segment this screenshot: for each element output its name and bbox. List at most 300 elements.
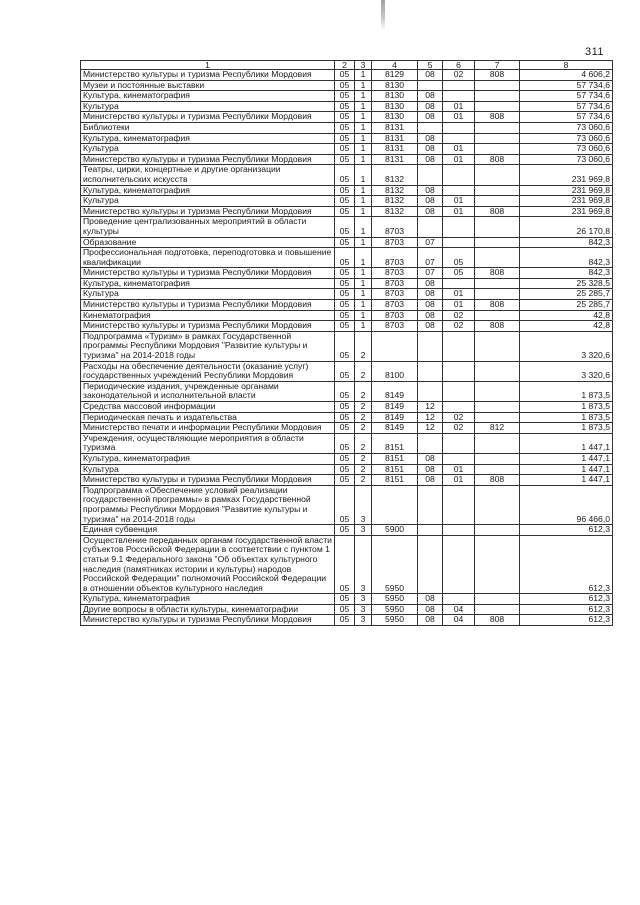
- table-row: [81, 464, 613, 475]
- header-col-1: 1: [81, 61, 335, 70]
- row-col-2: 05: [335, 433, 355, 453]
- row-col-7: [475, 196, 520, 207]
- row-name: Министерство культуры и туризма Республики Мордовия: [81, 475, 335, 486]
- row-col-7: [475, 91, 520, 102]
- row-col-4: 5900: [372, 525, 418, 536]
- row-col-3: 1: [355, 310, 372, 321]
- page-number: 311: [584, 46, 604, 58]
- row-col-2: 05: [335, 381, 355, 401]
- row-col-4: 5950: [372, 615, 418, 626]
- row-amount: 1 873,5: [520, 423, 613, 434]
- row-col-3: 1: [355, 217, 372, 237]
- row-col-3: 1: [355, 206, 372, 217]
- row-col-6: 04: [443, 604, 475, 615]
- row-col-7: [475, 433, 520, 453]
- row-col-2: 05: [335, 144, 355, 155]
- table-row: [81, 165, 613, 185]
- row-col-7: [475, 165, 520, 185]
- row-col-4: 8132: [372, 185, 418, 196]
- row-col-2: 05: [335, 604, 355, 615]
- header-col-8: 8: [520, 61, 613, 70]
- row-col-5: [418, 485, 443, 524]
- row-col-4: 8131: [372, 154, 418, 165]
- row-col-5: 08: [418, 101, 443, 112]
- row-col-3: 2: [355, 412, 372, 423]
- table-row: [81, 331, 613, 361]
- row-col-6: 02: [443, 423, 475, 434]
- row-col-3: 2: [355, 381, 372, 401]
- row-col-2: 05: [335, 248, 355, 268]
- row-col-7: 812: [475, 423, 520, 434]
- row-name: Министерство культуры и туризма Республики Мордовия: [81, 268, 335, 279]
- header-col-4: 4: [372, 61, 418, 70]
- row-amount: 1 873,5: [520, 412, 613, 423]
- row-amount: 73 060,6: [520, 144, 613, 155]
- row-col-6: 01: [443, 101, 475, 112]
- row-col-2: 05: [335, 112, 355, 123]
- row-col-3: 3: [355, 615, 372, 626]
- row-col-7: [475, 80, 520, 91]
- row-amount: 96 466,0: [520, 485, 613, 524]
- row-name: Министерство культуры и туризма Республики Мордовия: [81, 300, 335, 311]
- table-row: [81, 91, 613, 102]
- row-amount: 842,3: [520, 237, 613, 248]
- row-amount: 1 447,1: [520, 464, 613, 475]
- row-amount: 1 447,1: [520, 475, 613, 486]
- row-col-6: 01: [443, 206, 475, 217]
- row-col-5: 08: [418, 112, 443, 123]
- row-col-2: 05: [335, 525, 355, 536]
- table-row: [81, 112, 613, 123]
- row-col-3: 2: [355, 475, 372, 486]
- row-col-2: 05: [335, 485, 355, 524]
- row-col-2: 05: [335, 361, 355, 381]
- row-amount: 73 060,6: [520, 122, 613, 133]
- row-col-5: 08: [418, 91, 443, 102]
- row-col-5: 08: [418, 144, 443, 155]
- table-row: [81, 604, 613, 615]
- row-col-4: 8703: [372, 289, 418, 300]
- row-col-2: 05: [335, 331, 355, 361]
- row-col-6: [443, 185, 475, 196]
- row-col-5: [418, 217, 443, 237]
- row-col-6: [443, 217, 475, 237]
- row-name: Учреждения, осуществляющие мероприятия в области туризма: [81, 433, 335, 453]
- row-amount: 4 606,2: [520, 70, 613, 81]
- row-name: Библиотеки: [81, 122, 335, 133]
- row-col-7: 808: [475, 300, 520, 311]
- row-col-3: 1: [355, 237, 372, 248]
- row-col-4: 8703: [372, 300, 418, 311]
- row-col-7: [475, 133, 520, 144]
- row-col-6: [443, 433, 475, 453]
- row-col-3: 3: [355, 535, 372, 594]
- row-col-3: 2: [355, 464, 372, 475]
- row-col-3: 1: [355, 80, 372, 91]
- row-amount: 612,3: [520, 594, 613, 605]
- row-col-4: 8151: [372, 475, 418, 486]
- row-col-4: 5950: [372, 604, 418, 615]
- row-col-4: 8703: [372, 321, 418, 332]
- row-col-5: 08: [418, 310, 443, 321]
- row-amount: 612,3: [520, 525, 613, 536]
- row-col-4: 8132: [372, 196, 418, 207]
- row-col-5: 08: [418, 300, 443, 311]
- row-col-6: 02: [443, 70, 475, 81]
- row-col-2: 05: [335, 412, 355, 423]
- row-name: Министерство культуры и туризма Республики Мордовия: [81, 70, 335, 81]
- row-amount: 842,3: [520, 248, 613, 268]
- row-col-2: 05: [335, 91, 355, 102]
- table-row: [81, 133, 613, 144]
- row-col-3: 1: [355, 133, 372, 144]
- row-amount: 42,8: [520, 310, 613, 321]
- table-row: [81, 217, 613, 237]
- row-col-5: 08: [418, 278, 443, 289]
- row-name: Культура, кинематография: [81, 453, 335, 464]
- row-col-7: [475, 535, 520, 594]
- table-row: [81, 310, 613, 321]
- row-amount: 73 060,6: [520, 154, 613, 165]
- row-col-5: 08: [418, 133, 443, 144]
- row-col-7: [475, 412, 520, 423]
- table-row: [81, 144, 613, 155]
- row-name: Кинематография: [81, 310, 335, 321]
- row-col-7: 808: [475, 112, 520, 123]
- row-col-4: 5950: [372, 594, 418, 605]
- row-amount: 57 734,6: [520, 80, 613, 91]
- row-amount: 1 873,5: [520, 381, 613, 401]
- row-col-3: 1: [355, 300, 372, 311]
- row-col-3: 1: [355, 101, 372, 112]
- header-col-7: 7: [475, 61, 520, 70]
- row-name: Осуществление переданных органам государственной власти субъектов Российской Федерации в соответствии с пунктом 1 статьи 9.1 Федерального закона "Об объектах культурного наследия (памятниках истории и культуры) народов Российской Федерации" полномочий Российской Федерации в отношении объектов культурного наследия: [81, 535, 335, 594]
- row-name: Культура, кинематография: [81, 91, 335, 102]
- table-row: [81, 381, 613, 401]
- row-col-6: 01: [443, 196, 475, 207]
- row-col-7: 808: [475, 206, 520, 217]
- row-name: Музеи и постоянные выставки: [81, 80, 335, 91]
- row-name: Проведение централизованных мероприятий в области культуры: [81, 217, 335, 237]
- row-col-7: [475, 278, 520, 289]
- row-col-3: 1: [355, 144, 372, 155]
- row-col-6: [443, 237, 475, 248]
- row-col-6: [443, 165, 475, 185]
- row-col-5: 08: [418, 453, 443, 464]
- row-col-2: 05: [335, 310, 355, 321]
- row-col-5: 08: [418, 289, 443, 300]
- row-name: Культура: [81, 196, 335, 207]
- table-row: [81, 361, 613, 381]
- row-col-2: 05: [335, 464, 355, 475]
- table-row: [81, 237, 613, 248]
- row-col-4: 8130: [372, 112, 418, 123]
- row-col-4: 8100: [372, 361, 418, 381]
- row-col-6: 02: [443, 412, 475, 423]
- row-col-6: [443, 361, 475, 381]
- table-row: [81, 101, 613, 112]
- row-amount: 57 734,6: [520, 112, 613, 123]
- row-col-5: 12: [418, 412, 443, 423]
- row-col-4: [372, 485, 418, 524]
- row-col-5: [418, 361, 443, 381]
- row-name: Периодические издания, учрежденные органами законодательной и исполнительной власти: [81, 381, 335, 401]
- row-col-7: [475, 525, 520, 536]
- row-col-6: [443, 402, 475, 413]
- row-name: Министерство печати и информации Республики Мордовия: [81, 423, 335, 434]
- row-col-3: 2: [355, 402, 372, 413]
- row-col-4: 8703: [372, 237, 418, 248]
- row-col-5: [418, 165, 443, 185]
- table-row: [81, 80, 613, 91]
- row-col-2: 05: [335, 165, 355, 185]
- row-name: Культура, кинематография: [81, 185, 335, 196]
- table-row: [81, 594, 613, 605]
- row-col-4: 8149: [372, 381, 418, 401]
- row-col-7: 808: [475, 70, 520, 81]
- row-col-2: 05: [335, 278, 355, 289]
- row-col-5: 08: [418, 70, 443, 81]
- row-col-3: 1: [355, 321, 372, 332]
- row-col-6: 01: [443, 475, 475, 486]
- row-col-4: 8703: [372, 217, 418, 237]
- row-col-3: 1: [355, 278, 372, 289]
- table-row: [81, 70, 613, 81]
- row-col-3: 1: [355, 165, 372, 185]
- row-col-7: [475, 289, 520, 300]
- row-name: Образование: [81, 237, 335, 248]
- table-row: [81, 185, 613, 196]
- row-col-7: [475, 453, 520, 464]
- row-amount: 3 320,6: [520, 361, 613, 381]
- row-col-2: 05: [335, 70, 355, 81]
- row-col-7: [475, 381, 520, 401]
- row-amount: 25 285,7: [520, 300, 613, 311]
- row-amount: 612,3: [520, 615, 613, 626]
- header-col-3: 3: [355, 61, 372, 70]
- row-col-5: [418, 381, 443, 401]
- row-col-5: 07: [418, 237, 443, 248]
- row-amount: 231 969,8: [520, 185, 613, 196]
- row-col-2: 05: [335, 217, 355, 237]
- row-col-2: 05: [335, 594, 355, 605]
- row-col-7: [475, 485, 520, 524]
- row-col-4: 8132: [372, 206, 418, 217]
- row-col-3: 3: [355, 594, 372, 605]
- row-col-6: 01: [443, 112, 475, 123]
- row-col-5: [418, 433, 443, 453]
- row-col-5: 07: [418, 248, 443, 268]
- row-name: Министерство культуры и туризма Республики Мордовия: [81, 112, 335, 123]
- row-col-2: 05: [335, 196, 355, 207]
- row-col-4: 8130: [372, 91, 418, 102]
- row-col-4: 8151: [372, 433, 418, 453]
- row-col-2: 05: [335, 615, 355, 626]
- table-header: [81, 61, 613, 70]
- row-col-4: 8703: [372, 248, 418, 268]
- row-name: Подпрограмма «Обеспечение условий реализации государственной программы» в рамках Государственной программы Республики Мордовия "Развитие культуры и туризма" на 2014-2018 годы: [81, 485, 335, 524]
- row-name: Другие вопросы в области культуры, кинематографии: [81, 604, 335, 615]
- table-row: [81, 321, 613, 332]
- row-amount: 231 969,8: [520, 165, 613, 185]
- budget-table: [80, 60, 613, 626]
- row-col-7: [475, 217, 520, 237]
- row-amount: 25 328,5: [520, 278, 613, 289]
- row-col-5: 08: [418, 185, 443, 196]
- row-col-6: 05: [443, 248, 475, 268]
- row-col-6: [443, 594, 475, 605]
- table-row: [81, 535, 613, 594]
- row-name: Периодическая печать и издательства: [81, 412, 335, 423]
- row-col-3: 1: [355, 289, 372, 300]
- row-col-3: 1: [355, 70, 372, 81]
- row-col-4: 8131: [372, 144, 418, 155]
- row-col-6: [443, 91, 475, 102]
- row-col-6: [443, 485, 475, 524]
- row-col-2: 05: [335, 321, 355, 332]
- row-col-3: 1: [355, 196, 372, 207]
- row-col-3: 2: [355, 331, 372, 361]
- table-row: [81, 154, 613, 165]
- row-col-4: 8131: [372, 122, 418, 133]
- row-name: Средства массовой информации: [81, 402, 335, 413]
- row-amount: 42,8: [520, 321, 613, 332]
- row-col-6: [443, 535, 475, 594]
- row-col-3: 2: [355, 423, 372, 434]
- row-col-7: 808: [475, 321, 520, 332]
- row-col-6: [443, 122, 475, 133]
- row-amount: 26 170,8: [520, 217, 613, 237]
- row-col-3: 3: [355, 604, 372, 615]
- row-col-6: [443, 381, 475, 401]
- row-col-2: 05: [335, 237, 355, 248]
- row-col-4: 8149: [372, 402, 418, 413]
- row-col-6: 01: [443, 464, 475, 475]
- row-col-5: 08: [418, 594, 443, 605]
- table-row: [81, 475, 613, 486]
- row-col-2: 05: [335, 80, 355, 91]
- row-col-5: [418, 80, 443, 91]
- row-col-7: [475, 310, 520, 321]
- row-name: Единая субвенция: [81, 525, 335, 536]
- row-col-6: [443, 80, 475, 91]
- row-amount: 231 969,8: [520, 206, 613, 217]
- table-row: [81, 525, 613, 536]
- row-col-7: 808: [475, 154, 520, 165]
- row-amount: 842,3: [520, 268, 613, 279]
- row-col-6: 01: [443, 154, 475, 165]
- row-name: Театры, цирки, концертные и другие организации исполнительских искусств: [81, 165, 335, 185]
- row-col-5: 08: [418, 206, 443, 217]
- table-row: [81, 433, 613, 453]
- row-col-3: 1: [355, 185, 372, 196]
- table-row: [81, 206, 613, 217]
- row-col-6: 04: [443, 615, 475, 626]
- row-col-2: 05: [335, 268, 355, 279]
- row-col-4: 8703: [372, 310, 418, 321]
- row-col-4: 8130: [372, 101, 418, 112]
- row-col-5: 08: [418, 615, 443, 626]
- row-col-5: [418, 122, 443, 133]
- row-col-7: [475, 331, 520, 361]
- row-col-4: [372, 331, 418, 361]
- row-col-3: 1: [355, 248, 372, 268]
- row-col-3: 2: [355, 433, 372, 453]
- header-col-2: 2: [335, 61, 355, 70]
- table-row: [81, 453, 613, 464]
- row-col-4: 5950: [372, 535, 418, 594]
- row-amount: 57 734,6: [520, 101, 613, 112]
- row-col-5: [418, 525, 443, 536]
- row-col-6: [443, 525, 475, 536]
- row-col-2: 05: [335, 133, 355, 144]
- row-col-7: 808: [475, 268, 520, 279]
- row-col-2: 05: [335, 535, 355, 594]
- header-col-5: 5: [418, 61, 443, 70]
- row-name: Культура, кинематография: [81, 594, 335, 605]
- row-col-4: 8151: [372, 464, 418, 475]
- table-row: [81, 402, 613, 413]
- row-name: Профессиональная подготовка, переподготовка и повышение квалификации: [81, 248, 335, 268]
- row-col-6: 01: [443, 289, 475, 300]
- scan-binding-mark: [381, 0, 385, 30]
- row-col-3: 3: [355, 525, 372, 536]
- row-col-4: 8703: [372, 278, 418, 289]
- row-col-5: 08: [418, 196, 443, 207]
- row-name: Культура: [81, 101, 335, 112]
- row-col-6: 02: [443, 321, 475, 332]
- table-row: [81, 423, 613, 434]
- row-col-3: 1: [355, 112, 372, 123]
- row-amount: 25 285,7: [520, 289, 613, 300]
- row-col-6: [443, 453, 475, 464]
- row-col-7: [475, 402, 520, 413]
- row-col-3: 2: [355, 361, 372, 381]
- row-col-7: [475, 248, 520, 268]
- row-col-2: 05: [335, 402, 355, 413]
- row-amount: 57 734,6: [520, 91, 613, 102]
- row-col-6: [443, 278, 475, 289]
- row-col-7: [475, 464, 520, 475]
- row-col-7: [475, 604, 520, 615]
- row-col-5: [418, 535, 443, 594]
- row-amount: 1 447,1: [520, 453, 613, 464]
- row-col-5: 12: [418, 402, 443, 413]
- row-col-2: 05: [335, 289, 355, 300]
- row-col-4: 8149: [372, 412, 418, 423]
- row-col-6: [443, 133, 475, 144]
- table-row: [81, 300, 613, 311]
- row-amount: 612,3: [520, 604, 613, 615]
- row-col-2: 05: [335, 423, 355, 434]
- row-amount: 73 060,6: [520, 133, 613, 144]
- row-name: Расходы на обеспечение деятельности (оказание услуг) государственных учреждений Республики Мордовия: [81, 361, 335, 381]
- row-col-4: 8149: [372, 423, 418, 434]
- row-name: Министерство культуры и туризма Республики Мордовия: [81, 321, 335, 332]
- row-amount: 1 873,5: [520, 402, 613, 413]
- row-col-3: 2: [355, 453, 372, 464]
- row-amount: 3 320,6: [520, 331, 613, 361]
- row-col-6: 02: [443, 310, 475, 321]
- row-col-7: [475, 185, 520, 196]
- row-col-7: 808: [475, 475, 520, 486]
- table-row: [81, 248, 613, 268]
- row-col-4: 8129: [372, 70, 418, 81]
- row-name: Культура, кинематография: [81, 278, 335, 289]
- table-row: [81, 278, 613, 289]
- table-row: [81, 485, 613, 524]
- row-col-3: 1: [355, 122, 372, 133]
